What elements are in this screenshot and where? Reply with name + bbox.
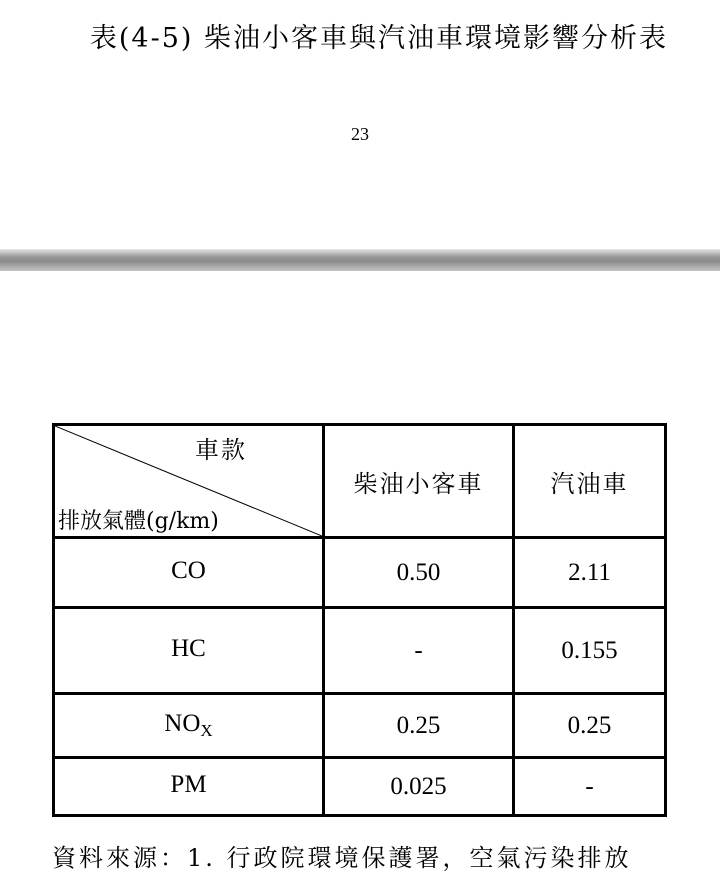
pollutant-cell: HC: [54, 608, 324, 694]
pollutant-cell: PM: [54, 758, 324, 816]
gasoline-value-cell: 0.25: [514, 694, 666, 758]
page-divider: [0, 249, 720, 271]
source-note: 資料來源：1. 行政院環境保護署，空氣污染排放: [52, 844, 632, 872]
pollutant-cell: $NO_X$: [54, 694, 324, 758]
vehicle-type-label: 車款: [195, 436, 247, 464]
column-header-gasoline: 汽油車: [514, 425, 666, 538]
diagonal-header-cell: [54, 425, 324, 538]
table-row: [54, 538, 666, 608]
diesel-value-cell: 0.50: [324, 538, 514, 608]
diesel-value-cell: -: [324, 608, 514, 694]
emissions-table: [52, 423, 667, 817]
table-header-row: [54, 425, 666, 538]
column-header-diesel: 柴油小客車: [324, 425, 514, 538]
table-row: [54, 758, 666, 816]
page-number: 23: [351, 124, 369, 144]
emission-gas-label: 排放氣體(g/km): [58, 509, 219, 534]
pollutant-cell: CO: [54, 538, 324, 608]
table-row: [54, 608, 666, 694]
gasoline-value-cell: 2.11: [514, 538, 666, 608]
gasoline-value-cell: 0.155: [514, 608, 666, 694]
table-row: [54, 694, 666, 758]
page-title: 表(4-5) 柴油小客車與汽油車環境影響分析表: [89, 23, 668, 54]
diesel-value-cell: 0.25: [324, 694, 514, 758]
diesel-value-cell: 0.025: [324, 758, 514, 816]
gasoline-value-cell: -: [514, 758, 666, 816]
